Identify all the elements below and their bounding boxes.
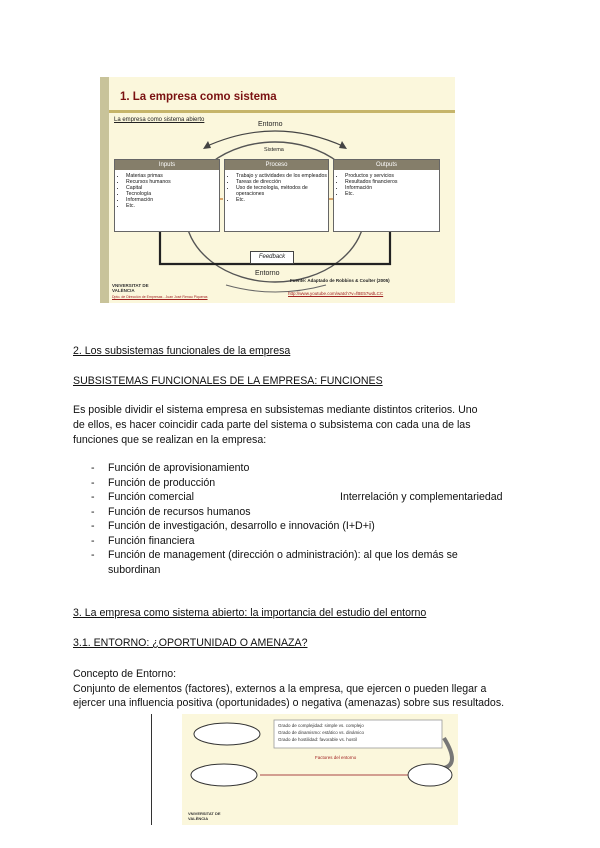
list-item: • Uso de tecnología, métodos de operaciones (236, 185, 328, 197)
concept-line: ejercer una influencia positiva (oportunidades) o negativa (amenazas) sobre sus resultados. (73, 697, 505, 709)
vertical-rule (151, 714, 152, 825)
department-link[interactable]: Dpto. de Dirección de Empresas - Juan José Renau Piqueras (112, 295, 208, 299)
list-item: Grado de hostilidad: favorable vs. hostil (278, 737, 357, 742)
list-item: • Información (345, 185, 439, 191)
university-logo: VNIVERSITAT DE VALÈNCIA (188, 811, 221, 821)
list-item: • Recursos humanos (126, 179, 219, 185)
sistema-label: Sistema (264, 147, 284, 153)
list-item: • Capital (126, 185, 219, 191)
university-logo: VNIVERSITAT DE VALÈNCIA (112, 283, 149, 293)
source-footer: Fuente: Adaptado de Robbins & Coulter (2005) (290, 278, 390, 283)
proceso-list (225, 173, 328, 203)
concept-line: Conjunto de elementos (factores), externos a la empresa, que ejercen o pueden llegar a (73, 683, 487, 695)
list-item: • Tareas de dirección (236, 179, 328, 185)
list-item: • Tecnología (126, 191, 219, 197)
list-item: • Información (126, 197, 219, 203)
inputs-box (114, 159, 220, 232)
side-note: Interrelación y complementariedad (340, 491, 503, 503)
entorno-ellipse-mid-left (191, 764, 257, 786)
proceso-box (224, 159, 329, 232)
outputs-list (334, 173, 439, 197)
slide-entorno (182, 714, 458, 825)
inputs-header: Inputs (115, 160, 219, 170)
entorno-label-bottom: Entorno (255, 270, 280, 277)
function-label: Función comercial (108, 491, 194, 503)
paragraph-line: funciones que se realizan en la empresa: (73, 434, 267, 446)
video-link[interactable]: http://www.youtube.com/watch?v=fBE57wdLCC (288, 291, 384, 296)
outputs-box (333, 159, 440, 232)
slide-empresa-sistema (100, 77, 455, 303)
section3-title: 3. La empresa como sistema abierto: la importancia del estudio del entorno (73, 607, 427, 619)
list-item: • Materias primas (126, 173, 219, 179)
section2-subtitle: SUBSISTEMAS FUNCIONALES DE LA EMPRESA: FUNCIONES (73, 375, 383, 387)
list-item: • Etc. (345, 191, 439, 197)
slide-title: 1. La empresa como sistema (120, 91, 277, 103)
function-label: subordinan (108, 564, 161, 576)
concept-title: Concepto de Entorno: (73, 668, 177, 680)
factores-label: Factores del entorno (315, 755, 357, 760)
entorno-ellipse-right (408, 764, 452, 786)
proceso-header: Proceso (225, 160, 328, 170)
list-item: • Etc. (126, 203, 219, 209)
list-item: • Productos y servicios (345, 173, 439, 179)
section31-title: 3.1. ENTORNO: ¿OPORTUNIDAD O AMENAZA? (73, 637, 308, 649)
list-item: Grado de dinamismo: estático vs. dinámico (278, 730, 365, 735)
function-label: Función financiera (108, 535, 195, 547)
entorno-label-top: Entorno (258, 121, 283, 128)
slide-subtitle: La empresa como sistema abierto (114, 117, 205, 123)
function-label: Función de producción (108, 477, 216, 489)
section2-title: 2. Los subsistemas funcionales de la empresa (73, 345, 291, 357)
paragraph-line: de ellos, es hacer coincidir cada parte del sistema o subsistema con cada una de las (73, 419, 471, 431)
entorno-ellipse-top-left (194, 723, 260, 745)
function-label: Función de investigación, desarrollo e innovación (I+D+i) (108, 520, 375, 532)
list-item: Grado de complejidad: simple vs. complejo (278, 723, 364, 728)
list-item: • Trabajo y actividades de los empleados (236, 173, 328, 179)
list-item: • Etc. (236, 197, 328, 203)
feedback-label: Feedback (250, 251, 294, 264)
entorno-items (278, 722, 364, 743)
function-label: Función de recursos humanos (108, 506, 251, 518)
curved-arrow (444, 738, 452, 768)
outputs-header: Outputs (334, 160, 439, 170)
function-label: Función de aprovisionamiento (108, 462, 250, 474)
list-item: • Resultados financieros (345, 179, 439, 185)
paragraph-line: Es posible dividir el sistema empresa en subsistemas mediante distintos criterios. Uno (73, 404, 478, 416)
inputs-list (115, 173, 219, 209)
function-label: Función de management (dirección o administración): al que los demás se (108, 549, 458, 561)
